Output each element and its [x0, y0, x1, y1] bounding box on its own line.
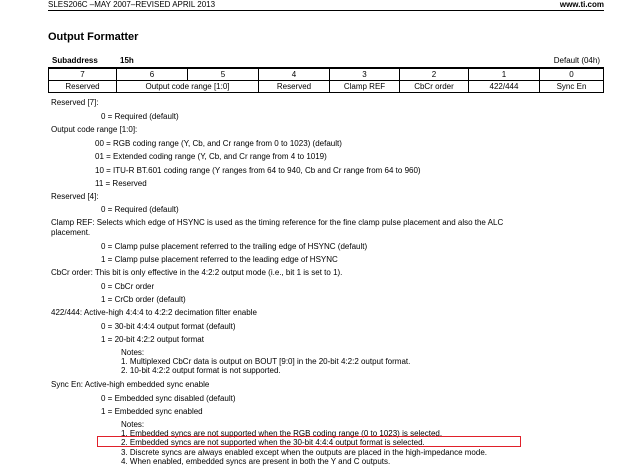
notes-label: Notes:: [121, 348, 145, 357]
field-cell: 422/444: [469, 81, 540, 93]
note-item: 2. Embedded syncs are not supported when the 30-bit 4:4:4 output format is selected.: [121, 438, 425, 447]
bit-cell: 4: [259, 69, 330, 81]
field-value-item: 0 = 30-bit 4:4:4 output format (default): [101, 322, 236, 331]
field-heading: Reserved [7]:: [51, 98, 99, 107]
website-link[interactable]: www.ti.com: [559, 0, 604, 9]
bit-number-row: [49, 69, 604, 81]
field-value-item: 0 = Embedded sync disabled (default): [101, 394, 236, 403]
field-value-item: 0 = Clamp pulse placement referred to the trailing edge of HSYNC (default): [101, 242, 368, 251]
field-value-item: 10 = ITU-R BT.601 coding range (Y ranges from 64 to 940, Cb and Cr range from 64 to 960): [95, 166, 421, 175]
field-value-item: 0 = Required (default): [101, 112, 179, 121]
note-item: 2. 10-bit 4:2:2 output format is not supported.: [121, 366, 281, 375]
note-item: 4. When enabled, embedded syncs are present in both the Y and C outputs.: [121, 457, 391, 466]
field-heading: placement.: [51, 228, 91, 237]
field-cell: CbCr order: [400, 81, 469, 93]
bit-cell: 7: [49, 69, 117, 81]
field-value-item: 1 = Clamp pulse placement referred to the leading edge of HSYNC: [101, 255, 338, 264]
bit-cell: 3: [330, 69, 400, 81]
field-cell: Clamp REF: [330, 81, 400, 93]
field-value-item: 1 = CrCb order (default): [101, 295, 186, 304]
bit-cell: 1: [469, 69, 540, 81]
field-value-item: 00 = RGB coding range (Y, Cb, and Cr range from 0 to 1023) (default): [95, 139, 342, 148]
subaddress-value: 15h: [120, 56, 134, 65]
field-value-item: 11 = Reserved: [95, 179, 147, 188]
register-table: [48, 55, 604, 93]
document-id: SLES206C –MAY 2007–REVISED APRIL 2013: [48, 0, 216, 9]
field-cell: Sync En: [540, 81, 604, 93]
field-heading: 422/444: Active-high 4:4:4 to 4:2:2 decimation filter enable: [51, 308, 257, 317]
subaddress-label: Subaddress: [52, 56, 98, 65]
bit-cell: 6: [117, 69, 188, 81]
field-cell: Reserved: [49, 81, 117, 93]
note-item: 1. Multiplexed CbCr data is output on BOUT [9:0] in the 20-bit 4:2:2 output format.: [121, 357, 411, 366]
field-heading: Clamp REF: Selects which edge of HSYNC is used as the timing reference for the fine clamp pulse placement and also the ALC: [51, 218, 504, 227]
field-cell: Reserved: [259, 81, 330, 93]
highlight-box: [97, 436, 521, 447]
field-value-item: 1 = 20-bit 4:2:2 output format: [101, 335, 204, 344]
field-cell: Output code range [1:0]: [117, 81, 259, 93]
note-item: 1. Embedded syncs are not supported when the RGB coding range (0 to 1023) is selected.: [121, 429, 443, 438]
field-heading: Reserved [4]:: [51, 192, 99, 201]
page-header: [48, 0, 604, 11]
field-heading: Sync En: Active-high embedded sync enable: [51, 380, 210, 389]
note-item: 3. Discrete syncs are always enabled except when the outputs are placed in the high-impedance mode.: [121, 448, 487, 457]
register-subaddress-row: [48, 55, 604, 68]
bit-cell: 5: [188, 69, 259, 81]
field-value-item: 1 = Embedded sync enabled: [101, 407, 203, 416]
field-name-row: [49, 81, 604, 93]
bit-cell: 2: [400, 69, 469, 81]
section-title: Output Formatter: [48, 31, 139, 43]
field-heading: Output code range [1:0]:: [51, 125, 138, 134]
field-heading: CbCr order: This bit is only effective in the 4:2:2 output mode (i.e., bit 1 is set to 1).: [51, 268, 343, 277]
field-value-item: 0 = CbCr order: [101, 282, 155, 291]
default-value: Default (04h): [553, 56, 600, 65]
notes-label: Notes:: [121, 420, 145, 429]
field-value-item: 01 = Extended coding range (Y, Cb, and Cr range from 4 to 1019): [95, 152, 327, 161]
field-value-item: 0 = Required (default): [101, 205, 179, 214]
bit-cell: 0: [540, 69, 604, 81]
